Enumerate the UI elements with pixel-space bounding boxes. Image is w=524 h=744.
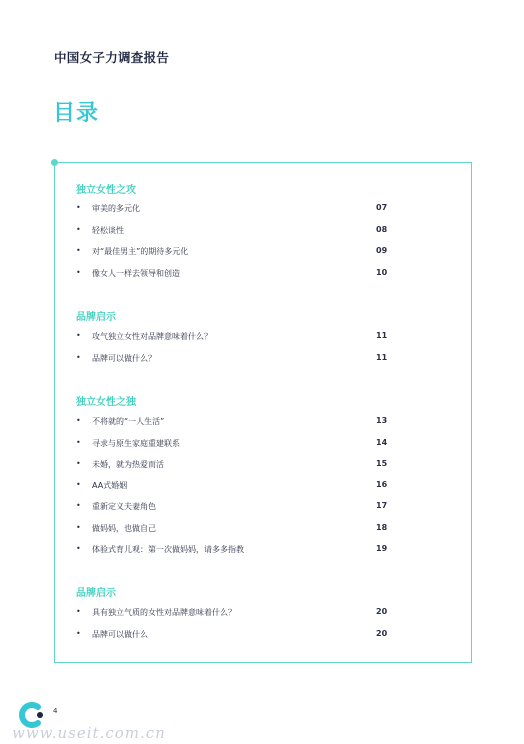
entry-page: 20 (376, 629, 388, 638)
toc-frame-top (54, 162, 472, 163)
entry-label: 体验式育儿观：第一次做妈妈，请多多指教 (92, 545, 244, 554)
entry-label: 轻松谈性 (92, 226, 124, 235)
entry-page: 14 (376, 438, 388, 447)
toc-entry[interactable] (76, 500, 388, 514)
entry-label: 做妈妈，也做自己 (92, 524, 156, 533)
bullet: • (76, 246, 81, 255)
entry-label: 寻求与原生家庭重建联系 (92, 439, 180, 448)
entry-page: 08 (376, 225, 388, 234)
entry-label: 未婚，就为热爱而活 (92, 460, 164, 469)
entry-page: 18 (376, 523, 388, 532)
section-title: 独立女性之独 (76, 397, 136, 408)
watermark: www.useit.com.cn (12, 724, 166, 742)
toc-entry[interactable] (76, 202, 388, 216)
entry-page: 11 (376, 353, 388, 362)
bullet: • (76, 607, 81, 616)
entry-page: 10 (376, 268, 388, 277)
bullet: • (76, 203, 81, 212)
bullet: • (76, 523, 81, 532)
toc-entry[interactable] (76, 522, 388, 536)
entry-label: 对“最佳男主”的期待多元化 (92, 247, 189, 256)
entry-label: 具有独立气质的女性对品牌意味着什么？ (92, 608, 236, 617)
entry-page: 17 (376, 501, 388, 510)
toc-entry[interactable] (76, 415, 388, 429)
bullet: • (76, 459, 81, 468)
toc-entry[interactable] (76, 628, 388, 642)
toc-entry[interactable] (76, 458, 388, 472)
toc-entry[interactable] (76, 437, 388, 451)
entry-label: 攻气独立女性对品牌意味着什么？ (92, 332, 212, 341)
bullet: • (76, 480, 81, 489)
entry-page: 16 (376, 480, 388, 489)
toc-entry[interactable] (76, 352, 388, 366)
entry-label: 像女人一样去领导和创造 (92, 269, 180, 278)
entry-page: 19 (376, 544, 388, 553)
entry-page: 11 (376, 331, 388, 340)
section-title: 品牌启示 (76, 588, 116, 599)
bullet: • (76, 416, 81, 425)
bullet: • (76, 225, 81, 234)
section-title: 独立女性之攻 (76, 185, 136, 196)
toc-entry[interactable] (76, 606, 388, 620)
page-number: 4 (53, 707, 58, 715)
bullet: • (76, 331, 81, 340)
entry-page: 09 (376, 246, 388, 255)
toc-entry[interactable] (76, 543, 388, 557)
entry-label: 品牌可以做什么 (92, 630, 148, 639)
entry-label: 重新定义夫妻角色 (92, 502, 156, 511)
toc-entry[interactable] (76, 267, 388, 281)
toc-entry[interactable] (76, 330, 388, 344)
toc-entry[interactable] (76, 479, 388, 493)
section-title: 品牌启示 (76, 312, 116, 323)
bullet: • (76, 353, 81, 362)
report-title: 中国女子力调查报告 (54, 50, 170, 65)
entry-page: 07 (376, 203, 388, 212)
bullet: • (76, 438, 81, 447)
toc-heading: 目录 (53, 101, 100, 126)
entry-label: 不将就的“一人生活” (92, 417, 165, 426)
bullet: • (76, 501, 81, 510)
bullet: • (76, 544, 81, 553)
bullet: • (76, 629, 81, 638)
entry-label: AA式婚姻 (92, 481, 128, 490)
toc-entry[interactable] (76, 224, 388, 238)
toc-entry[interactable] (76, 245, 388, 259)
entry-label: 品牌可以做什么？ (92, 354, 156, 363)
bullet: • (76, 268, 81, 277)
entry-label: 审美的多元化 (92, 204, 140, 213)
entry-page: 15 (376, 459, 388, 468)
entry-page: 13 (376, 416, 388, 425)
entry-page: 20 (376, 607, 388, 616)
frame-dot (51, 159, 58, 166)
